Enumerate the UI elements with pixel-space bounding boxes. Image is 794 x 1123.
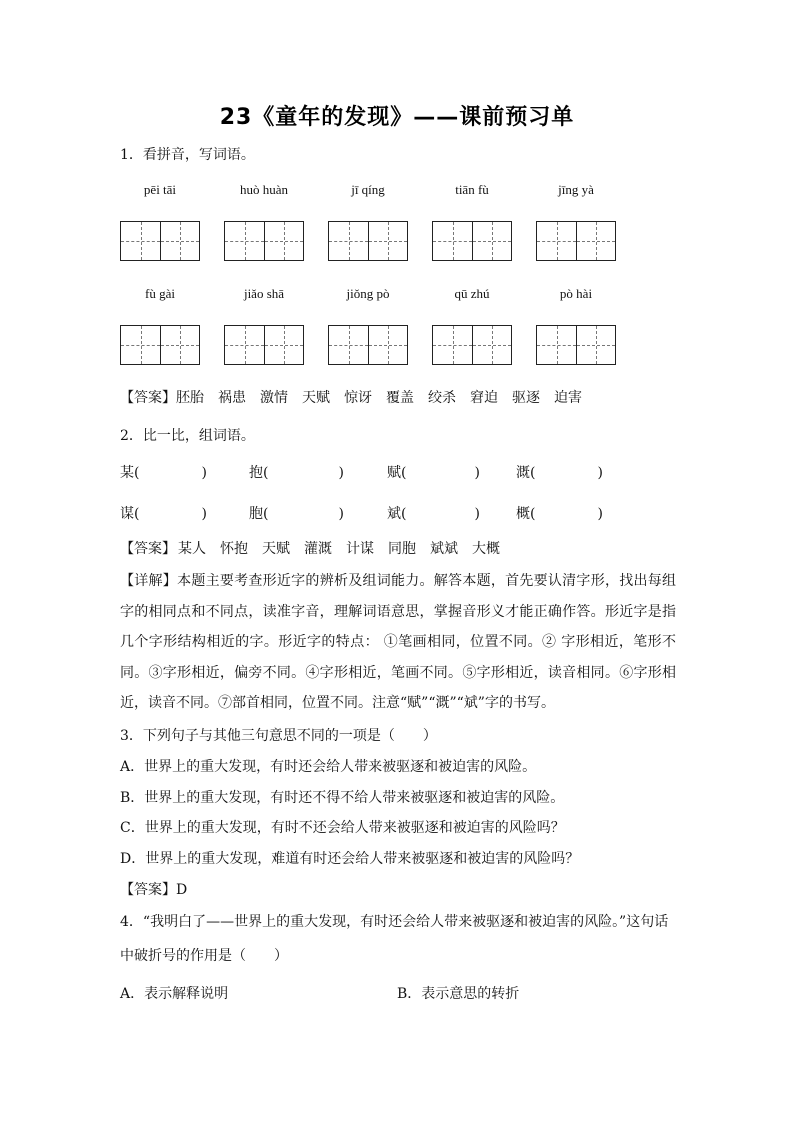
q3-answer: 【答案】D	[120, 882, 188, 898]
answer-word: 驱逐	[512, 390, 540, 406]
compare-blank[interactable]	[516, 503, 603, 523]
q4-prompt-line1: 4．“我明白了——世界上的重大发现，有时还会给人带来被驱逐和被迫害的风险。”这句话	[120, 914, 669, 930]
q4-option-b: B．表示意思的转折	[397, 986, 520, 1002]
close-paren: )	[474, 465, 480, 481]
page-title: 23《童年的发现》——课前预习单	[219, 105, 575, 130]
blank-char: 赋(	[387, 465, 407, 481]
compare-blank[interactable]	[120, 462, 207, 482]
q3-option-a: A．世界上的重大发现，有时还会给人带来被驱逐和被迫害的风险。	[120, 759, 537, 775]
detail-label: 【详解】	[120, 573, 178, 589]
answer-word: 绞杀	[428, 390, 456, 406]
close-paren: )	[474, 506, 480, 522]
q2-answer	[120, 539, 514, 559]
compare-blank[interactable]	[387, 462, 480, 482]
q3-option-d: D．世界上的重大发现，难道有时还会给人带来被驱逐和被迫害的风险吗？	[120, 851, 580, 867]
blank-char: 溉(	[516, 465, 536, 481]
answer-word: 覆盖	[386, 390, 414, 406]
pinyin-label: huò huàn	[239, 182, 289, 197]
writing-grid[interactable]	[432, 221, 512, 261]
answer-word: 怀抱	[220, 541, 248, 557]
q2-detail	[120, 566, 676, 719]
blank-char: 概(	[516, 506, 536, 522]
blank-char: 谋(	[120, 506, 140, 522]
answer-word: 斌斌	[430, 541, 458, 557]
close-paren: )	[338, 465, 344, 481]
answer-word: 灌溉	[304, 541, 332, 557]
pinyin-label: tiān fù	[455, 182, 489, 197]
answer-label: 【答案】	[120, 541, 176, 557]
q1-prompt: 1．看拼音，写词语。	[120, 147, 255, 163]
answer-word: 天赋	[262, 541, 290, 557]
answer-word: 激情	[260, 390, 288, 406]
answer-word: 窘迫	[470, 390, 498, 406]
close-paren: )	[201, 465, 207, 481]
q4-prompt-line2: 中破折号的作用是（ ）	[120, 948, 288, 964]
pinyin-label: jī qíng	[351, 182, 385, 197]
answer-word: 同胞	[388, 541, 416, 557]
close-paren: )	[201, 506, 207, 522]
pinyin-label: jiǎo shā	[243, 286, 285, 301]
compare-blank[interactable]	[516, 462, 603, 482]
writing-grid[interactable]	[120, 221, 200, 261]
compare-blank[interactable]	[249, 503, 344, 523]
writing-grid[interactable]	[328, 325, 408, 365]
blank-char: 抱(	[249, 465, 269, 481]
pinyin-label: pò hài	[559, 286, 593, 301]
q4-option-a: A．表示解释说明	[120, 986, 229, 1002]
q1-answer	[120, 388, 596, 408]
compare-blank[interactable]	[120, 503, 207, 523]
detail-text: 本题主要考查形近字的辨析及组词能力。解答本题，首先要认清字形，找出每组字的相同点和不同点，读准字音，理解词语意思，掌握音形义才能正确作答。形近字是指几个字形结构相近的字。形近字的特点： ①笔画相同，位置不同。② 字形相近，笔形不同。③字形相近，偏旁不同。④字形相近，笔画不同。⑤字形相近，读音相同。⑥字形相近，读音不同。⑦部首相同，位置不同。注意“赋”“溉”“斌”字的书写。	[120, 573, 677, 711]
writing-grid[interactable]	[224, 325, 304, 365]
answer-label: 【答案】	[120, 390, 176, 406]
writing-grid[interactable]	[536, 221, 616, 261]
close-paren: )	[597, 465, 603, 481]
pinyin-label: pēi tāi	[143, 182, 177, 197]
q2-prompt: 2．比一比，组词语。	[120, 428, 255, 444]
pinyin-label: fù gài	[145, 286, 175, 301]
answer-word: 大概	[472, 541, 500, 557]
writing-grid[interactable]	[120, 325, 200, 365]
pinyin-label: jīng yà	[558, 182, 594, 197]
q3-prompt: 3．下列句子与其他三句意思不同的一项是（ ）	[120, 728, 437, 744]
answer-word: 计谋	[346, 541, 374, 557]
pinyin-label: qū zhú	[454, 286, 490, 301]
blank-char: 某(	[120, 465, 140, 481]
q3-option-c: C．世界上的重大发现，有时不还会给人带来被驱逐和被迫害的风险吗？	[120, 820, 565, 836]
compare-blank[interactable]	[387, 503, 480, 523]
writing-grid[interactable]	[536, 325, 616, 365]
compare-blank[interactable]	[249, 462, 344, 482]
writing-grid[interactable]	[432, 325, 512, 365]
answer-word: 迫害	[554, 390, 582, 406]
blank-char: 斌(	[387, 506, 407, 522]
writing-grid[interactable]	[224, 221, 304, 261]
close-paren: )	[338, 506, 344, 522]
answer-word: 祸患	[218, 390, 246, 406]
blank-char: 胞(	[249, 506, 269, 522]
answer-word: 某人	[178, 541, 206, 557]
pinyin-label: jiǒng pò	[346, 286, 390, 301]
writing-grid[interactable]	[328, 221, 408, 261]
q3-option-b: B．世界上的重大发现，有时还不得不给人带来被驱逐和被迫害的风险。	[120, 790, 565, 806]
answer-word: 天赋	[302, 390, 330, 406]
answer-word: 惊讶	[344, 390, 372, 406]
close-paren: )	[597, 506, 603, 522]
answer-word: 胚胎	[176, 390, 204, 406]
